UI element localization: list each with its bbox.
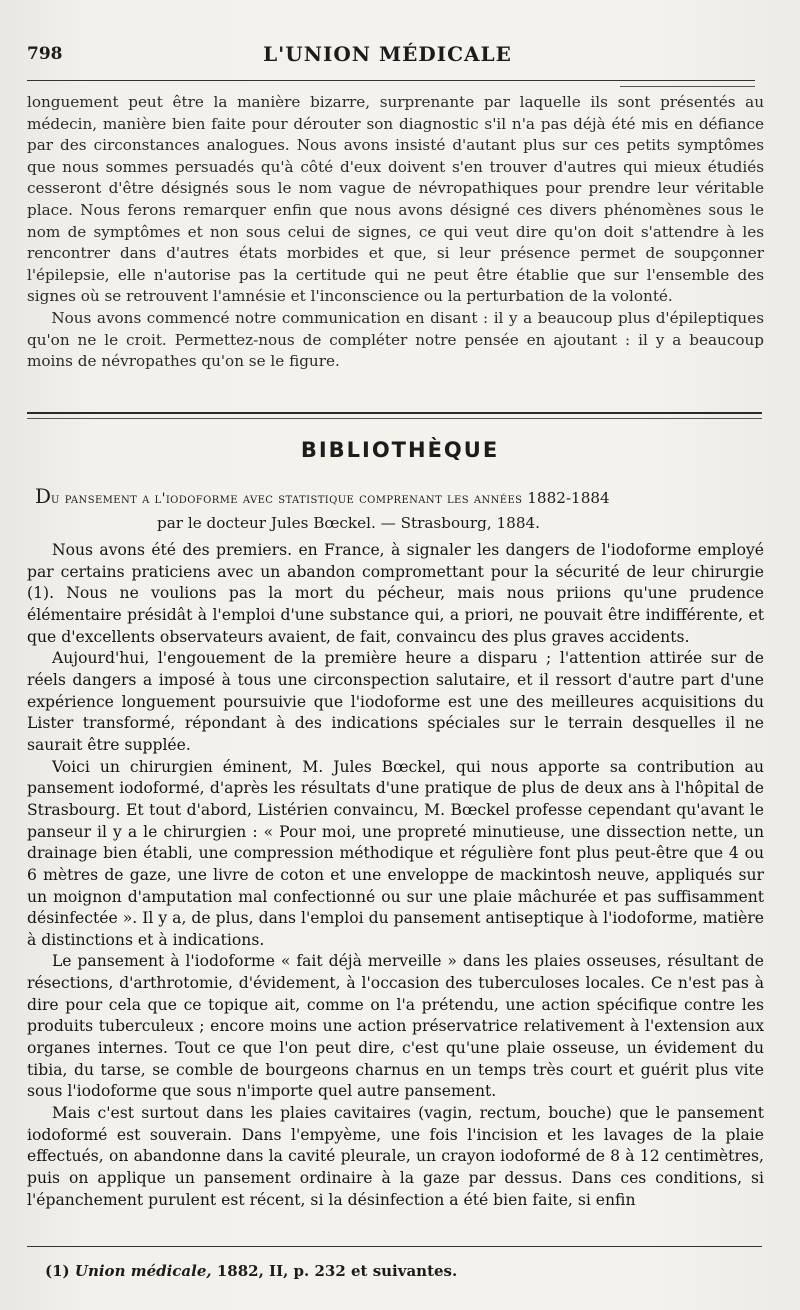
body-paragraph: Voici un chirurgien éminent, M. Jules Bœckel, qui nous apporte sa contribution au pansement iodoformé, d'après les résultats d'une pratique de plus de deux ans à l'hôpital de Strasbourg. Et tout d'abord, Listérien convaincu, M. Bœckel professe cependant qu'avant le panseur il y a le chirurgien : « Pour moi, une propreté minutieuse, une dissection nette, un drainage bien établi, une compression méthodique et régulière font plus peut-être que 4 ou 6 mètres de gaze, une livre de coton et une enveloppe de mackintosh neuve, appliqués sur un moignon d'amputation mal confectionné ou sur une plaie mâchurée et pas suffisamment désinfectée ». Il y a, de plus, dans l'emploi du pansement antiseptique à l'iodoforme, matière à distinctions et à indications.	[27, 757, 764, 949]
footnote-rule	[27, 1246, 762, 1247]
section-rule	[27, 412, 762, 414]
intro-text	[27, 92, 764, 373]
review-years: 1882-1884	[527, 489, 610, 507]
body-paragraph: Aujourd'hui, l'engouement de la première heure a disparu ; l'attention attirée sur de réels dangers a imposé à tous une circonspection salutaire, et il ressort d'autre part d'une expérience longuement poursuivie que l'iodoforme est une des meilleures acquisitions du Lister transformé, répondant à des indications spéciales sur le terrain desquelles il ne saurait être supplée.	[27, 649, 764, 754]
footnote	[45, 1262, 457, 1280]
review-body	[27, 540, 764, 1211]
review-heading-line1	[27, 484, 760, 511]
intro-paragraph: longuement peut être la manière bizarre, surprenante par laquelle ils sont présentés au médecin, manière bien faite pour dérouter son diagnostic s'il n'a pas déjà été mis en défiance par des circonstances analogues. Nous avons insisté d'autant plus sur ces petits symptômes que nous sommes persuadés qu'à côté d'eux doivent s'en trouver d'autres qui mieux étudiés cesseront d'être désignés sous le nom vague de névropathiques pour prendre leur véritable place. Nous ferons remarquer enfin que nous avons désigné ces divers phénomènes sous le nom de symptômes et non sous celui de signes, ce qui veut dire qu'on doit s'attendre à les rencontrer dans d'autres états morbides et que, si leur présence permet de soupçonner l'épilepsie, elle n'autorise pas la certitude qui ne peut être établie que sur l'ensemble des signes où se retrouvent l'amnésie et l'inconscience ou la perturbation de la volonté.	[27, 93, 764, 306]
drop-initial: D	[35, 484, 52, 508]
review-title: u pansement a l'iodoforme avec statistique comprenant les années	[51, 491, 523, 507]
page-number: 798	[27, 44, 63, 64]
review-author-line: par le docteur Jules Bœckel. — Strasbourg, 1884.	[157, 514, 540, 532]
review-heading	[27, 484, 760, 535]
intro-paragraph: Nous avons commencé notre communication en disant : il y a beaucoup plus d'épileptiques qu'on ne le croit. Permettez-nous de compléter notre pensée en ajoutant : il y a beaucoup moins de névropathes qu'on se le figure.	[27, 308, 764, 371]
page-header	[27, 42, 748, 72]
footnote-journal: Union médicale,	[74, 1262, 212, 1280]
section-rule-thin	[27, 418, 762, 419]
footnote-reference: 1882, II, p. 232 et suivantes.	[216, 1262, 458, 1280]
body-paragraph: Le pansement à l'iodoforme « fait déjà merveille » dans les plaies osseuses, résultant de résections, d'arthrotomie, d'évidement, à l'occasion des tuberculoses locales. Ce n'est pas à dire pour cela que ce topique ait, comme on l'a prétendu, une action spécifique contre les produits tuberculeux ; encore moins une action préservatrice relativement à l'extension aux organes internes. Tout ce que l'on peut dire, c'est qu'une plaie osseuse, un évidement du tibia, du tarse, se comble de bourgeons charnus en un temps très court et guérit plus vite sous l'iodoforme que sous n'importe quel autre pansement.	[27, 952, 764, 1101]
section-title: BIBLIOTHÈQUE	[300, 438, 500, 462]
header-rule	[27, 80, 755, 81]
body-paragraph: Mais c'est surtout dans les plaies cavitaires (vagin, rectum, bouche) que le pansement iodoformé est souverain. Dans l'empyème, une fois l'incision et les lavages de la plaie effectués, on abandonne dans la cavité pleurale, un crayon iodoformé de 8 à 12 centimètres, puis on applique un pansement ordinaire à la gaze par dessus. Dans ces conditions, si l'épanchement purulent est récent, si la désinfection a été bien faite, si enfin	[27, 1104, 764, 1209]
body-paragraph: Nous avons été des premiers. en France, à signaler les dangers de l'iodoforme employé par certains praticiens avec un abandon compromettant pour la sécurité de leur chirurgie (1). Nous ne voulions pas la mort du pécheur, mais nous priions qu'une prudence élémentaire présidât à l'emploi d'une substance qui, a priori, ne pouvait être indifférente, et que d'excellents observateurs avaient, de fait, convaincu des plus graves accidents.	[27, 541, 764, 646]
header-rule-short	[620, 86, 755, 87]
running-title: L'UNION MÉDICALE	[263, 42, 512, 66]
footnote-marker: (1)	[45, 1262, 70, 1280]
